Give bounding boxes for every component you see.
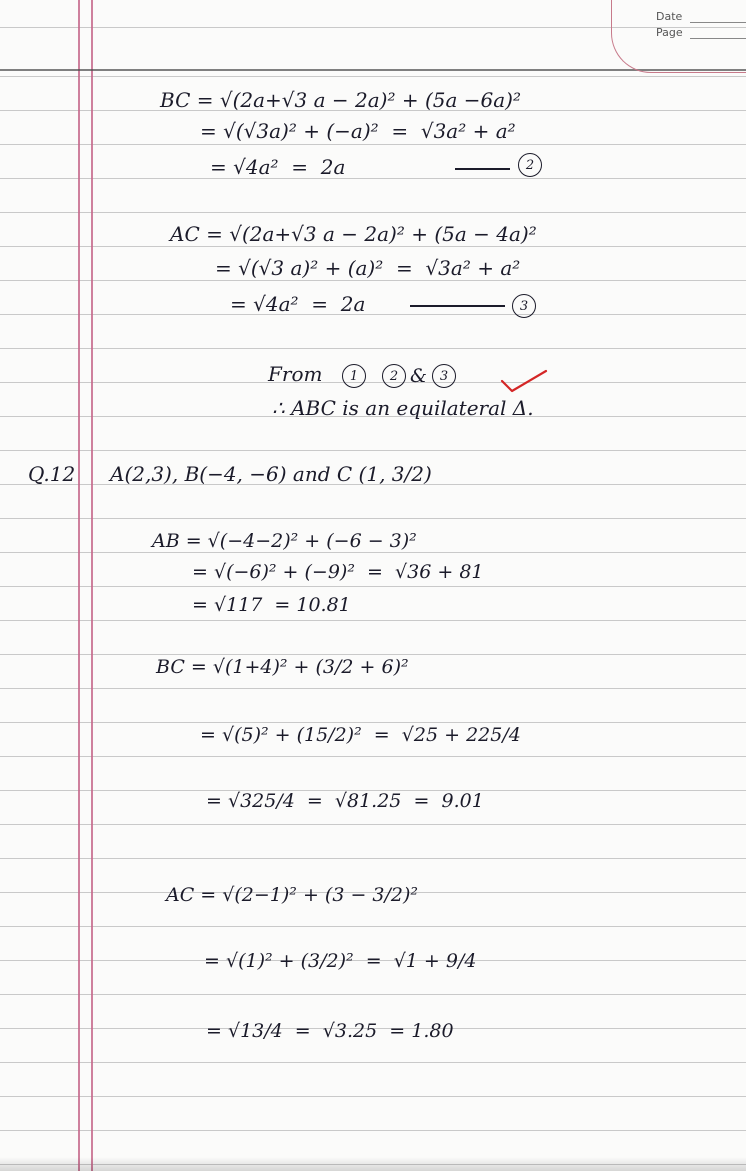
- ac2-line-1: AC = √(2−1)² + (3 − 3/2)²: [166, 884, 419, 906]
- bc-line-1: BC = √(2a+√3 a − 2a)² + (5a −6a)²: [160, 88, 521, 112]
- question-label: Q.12: [28, 462, 76, 486]
- ac-line-3: = √4a² = 2a: [230, 292, 366, 316]
- points-given: A(2,3), B(−4, −6) and C (1, 3/2): [110, 462, 432, 486]
- margin-line-left: [78, 0, 80, 1171]
- checkmark-icon: [498, 365, 550, 397]
- arrow-line: [410, 305, 505, 307]
- bc2-line-2: = √(5)² + (15/2)² = √25 + 225/4: [200, 724, 521, 746]
- ref-3: 3: [432, 364, 456, 388]
- bc-line-2: = √(√3a)² + (−a)² = √3a² + a²: [200, 119, 516, 143]
- page-edge-shadow: [0, 1157, 746, 1171]
- bc-line-3: = √4a² = 2a: [210, 155, 346, 179]
- ac2-line-3: = √13/4 = √3.25 = 1.80: [206, 1020, 454, 1042]
- date-page-box: [611, 0, 746, 73]
- margin-line-right: [91, 0, 93, 1171]
- equation-ref-2: 2: [518, 153, 542, 177]
- arrow-line: [455, 168, 510, 170]
- bc2-line-1: BC = √(1+4)² + (3/2 + 6)²: [156, 656, 409, 678]
- conclusion-line: ∴ ABC is an equilateral Δ.: [272, 396, 534, 420]
- from-label: From: [268, 362, 323, 386]
- ac-line-2: = √(√3 a)² + (a)² = √3a² + a²: [215, 256, 521, 280]
- ref-1: 1: [342, 364, 366, 388]
- page-label: Page: [656, 26, 683, 39]
- equation-ref-3: 3: [512, 294, 536, 318]
- ref-2: 2: [382, 364, 406, 388]
- bc2-line-3: = √325/4 = √81.25 = 9.01: [206, 790, 484, 812]
- ab-line-2: = √(−6)² + (−9)² = √36 + 81: [192, 561, 484, 583]
- ac2-line-2: = √(1)² + (3/2)² = √1 + 9/4: [204, 950, 477, 972]
- ampersand: &: [410, 365, 427, 387]
- date-label: Date: [656, 10, 683, 23]
- ac-line-1: AC = √(2a+√3 a − 2a)² + (5a − 4a)²: [170, 222, 537, 246]
- ab-line-3: = √117 = 10.81: [192, 594, 351, 616]
- ab-line-1: AB = √(−4−2)² + (−6 − 3)²: [152, 530, 417, 552]
